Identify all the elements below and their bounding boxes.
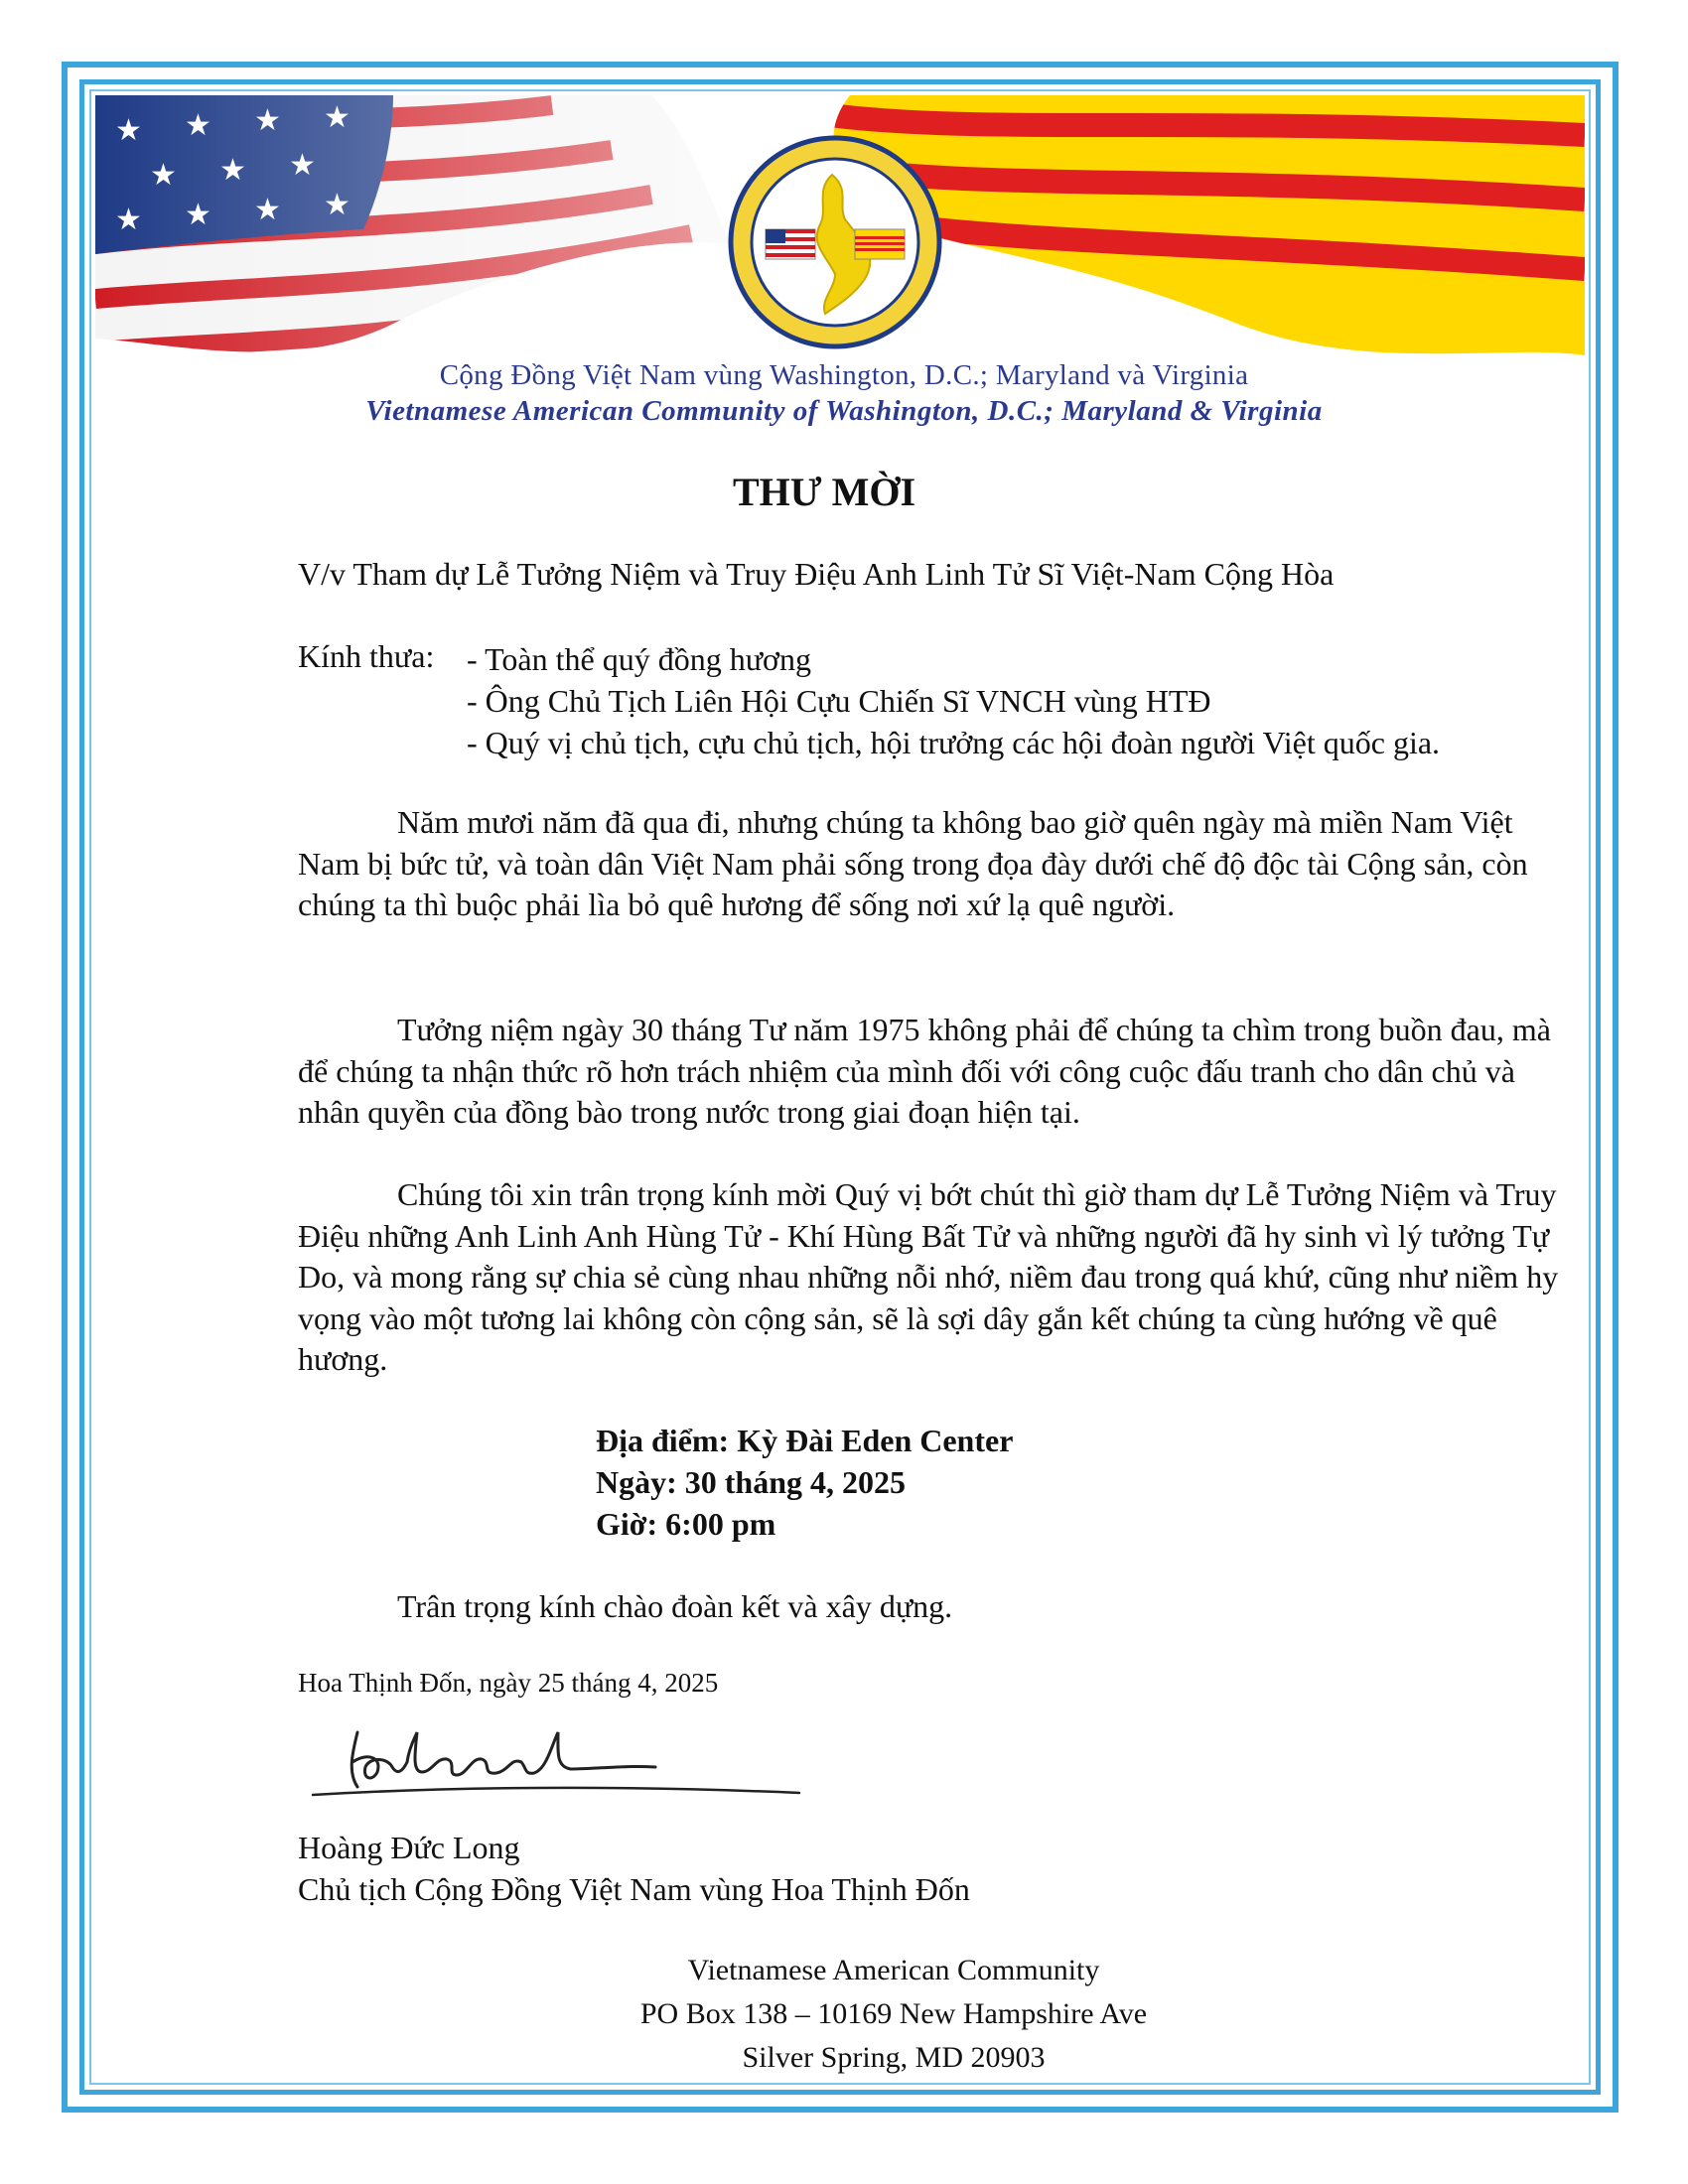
footer-city: Silver Spring, MD 20903 bbox=[742, 2041, 1046, 2074]
seal-us-flag-icon bbox=[766, 229, 815, 259]
body-paragraph-3: Chúng tôi xin trân trọng kính mời Quý vị bớt chút thì giờ tham dự Lễ Tưởng Niệm và Truy Điệu những Anh Linh Anh Hùng Tử - Khí Hùng Bất Tử và những người đã hy sinh vì lý tưởng Tự Do, và mong rằng sự chia sẻ cùng nhau những nỗi nhớ, niềm đau trong quá khứ, cũng như niềm hy vọng vào một tương lai không còn cộng sản, sẽ là sợi dây gắn kết chúng ta cùng hướng về quê hương. bbox=[298, 1176, 1559, 1377]
greeting-label: Kính thưa: bbox=[298, 638, 435, 674]
event-time: Giờ: 6:00 pm bbox=[596, 1506, 776, 1542]
event-date: Ngày: 30 tháng 4, 2025 bbox=[596, 1464, 907, 1500]
event-details bbox=[596, 1420, 1013, 1545]
footer-org: Vietnamese American Community bbox=[687, 1954, 1100, 1986]
dateline: Hoa Thịnh Đốn, ngày 25 tháng 4, 2025 bbox=[298, 1668, 719, 1698]
signer-block bbox=[298, 1827, 970, 1910]
us-flag-icon bbox=[95, 95, 790, 383]
seal-vn-flag-icon bbox=[855, 229, 905, 259]
signer-name: Hoàng Đức Long bbox=[298, 1830, 520, 1865]
closing-line: Trân trọng kính chào đoàn kết và xây dựng. bbox=[397, 1588, 953, 1624]
letter-title: THƯ MỜI bbox=[732, 470, 916, 514]
recipient-list bbox=[467, 638, 1440, 763]
signer-title: Chủ tịch Cộng Đồng Việt Nam vùng Hoa Thịnh Đốn bbox=[298, 1871, 970, 1907]
header-banner bbox=[95, 95, 1585, 383]
footer-street: PO Box 138 – 10169 New Hampshire Ave bbox=[639, 1997, 1148, 2030]
recipient-item: - Ông Chủ Tịch Liên Hội Cựu Chiến Sĩ VNCH vùng HTĐ bbox=[467, 683, 1211, 719]
handwritten-signature bbox=[298, 1717, 814, 1807]
recipient-item: - Quý vị chủ tịch, cựu chủ tịch, hội trưởng các hội đoàn người Việt quốc gia. bbox=[467, 725, 1441, 760]
org-name-vietnamese: Cộng Đồng Việt Nam vùng Washington, D.C.; Maryland và Virginia bbox=[439, 359, 1249, 391]
community-seal-logo bbox=[731, 138, 939, 346]
recipient-item: - Toàn thể quý đồng hương bbox=[467, 641, 811, 677]
body-paragraph-2: Tưởng niệm ngày 30 tháng Tư năm 1975 không phải để chúng ta chìm trong buồn đau, mà để chúng ta nhận thức rõ hơn trách nhiệm của mình đối với công cuộc đấu tranh cho dân chủ và nhân quyền của đồng bào trong nước trong giai đoạn hiện tại. bbox=[298, 1012, 1551, 1130]
body-paragraph-1: Năm mươi năm đã qua đi, nhưng chúng ta không bao giờ quên ngày mà miền Nam Việt Nam bị bức tử, và toàn dân Việt Nam phải sống trong đọa đày dưới chế độ độc tài Cộng sản, còn chúng ta thì buộc phải lìa bỏ quê hương để sống nơi xứ lạ quê người. bbox=[298, 804, 1528, 922]
org-name-english: Vietnamese American Community of Washington, D.C.; Maryland & Virginia bbox=[365, 395, 1323, 427]
event-location: Địa điểm: Kỳ Đài Eden Center bbox=[596, 1423, 1014, 1458]
footer-address bbox=[596, 1949, 1192, 2080]
letter-subject: V/v Tham dự Lễ Tưởng Niệm và Truy Điệu Anh Linh Tử Sĩ Việt-Nam Cộng Hòa bbox=[298, 556, 1335, 592]
